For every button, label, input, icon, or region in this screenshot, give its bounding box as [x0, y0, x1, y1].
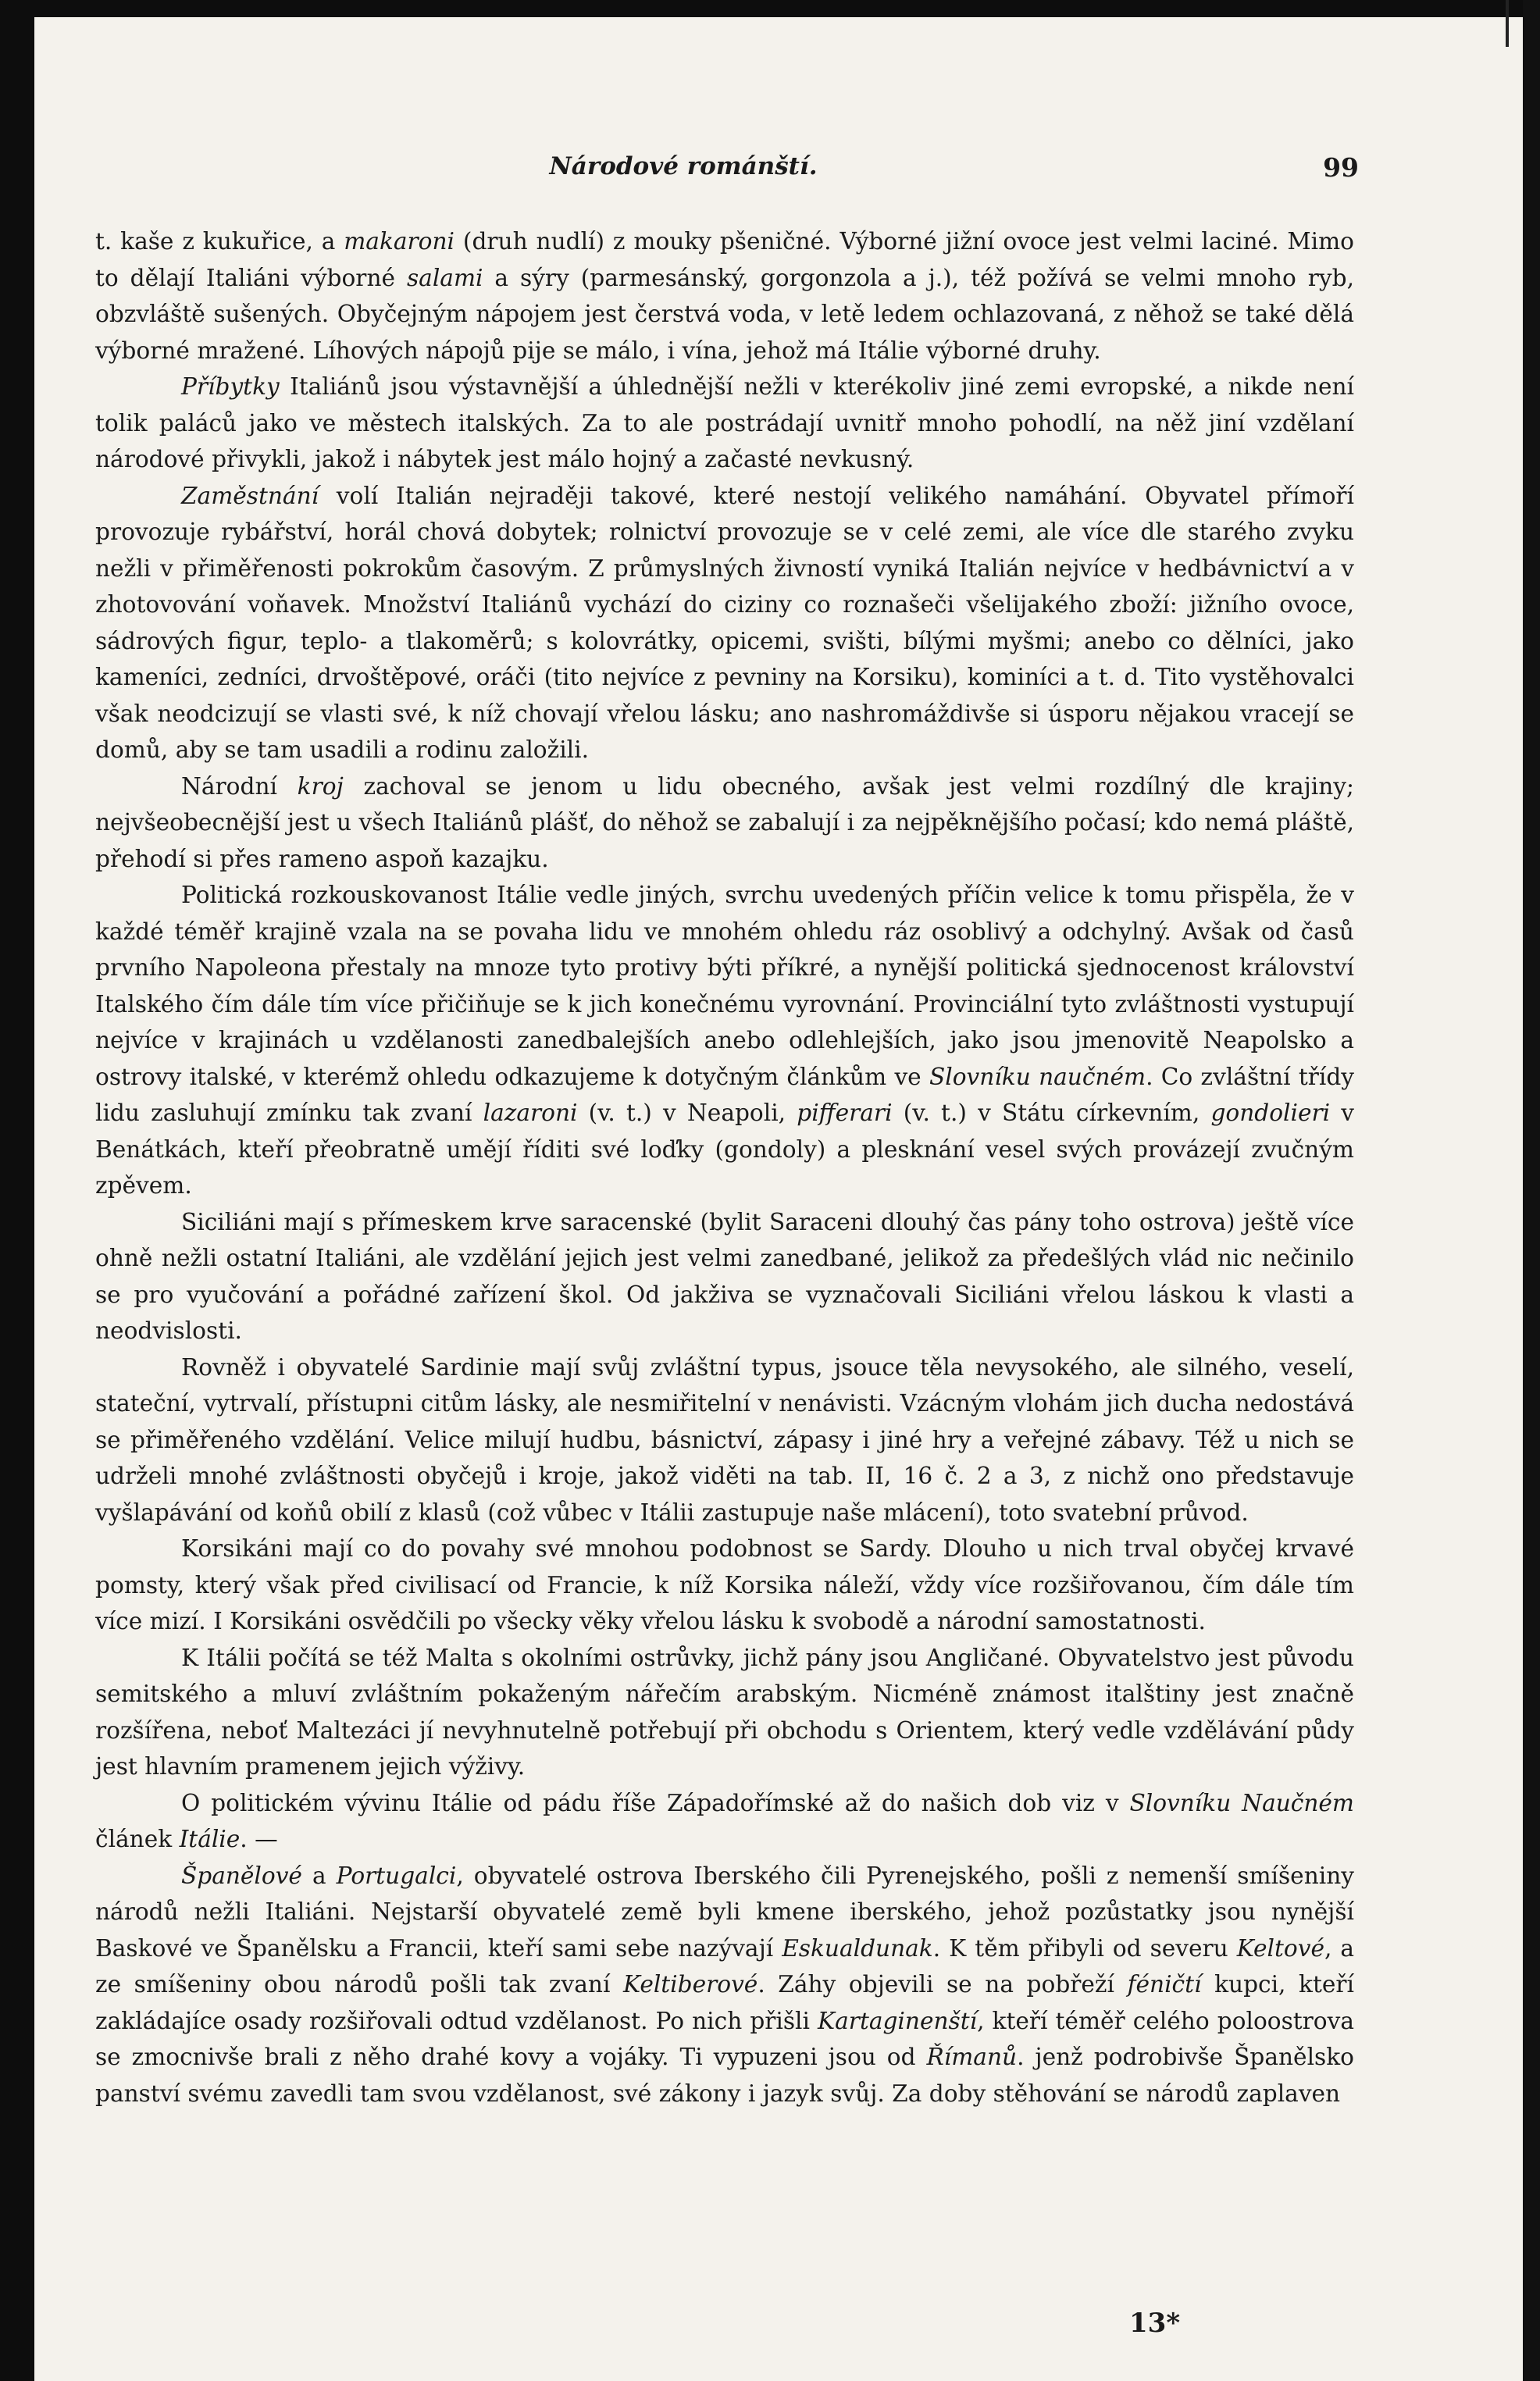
paragraph-p10: [95, 1785, 1354, 1858]
text-run: a sýry (parmesánský, gorgonzola a j.), též požívá se velmi mnoho ryb, obzvláště sušených. Obyčejným nápojem jest čerstvá voda, v letě ledem ochlazovaná, z něhož se také dělá výborné mražené. Líhových nápojů pije se málo, i vína, jehož má Itálie výborné druhy.: [95, 264, 1354, 364]
running-title: Národové románští.: [549, 152, 818, 180]
text-run: Italiánů jsou výstavnější a úhlednější nežli v kterékoliv jiné zemi evropské, a nikde není tolik paláců jako ve městech italských. Za to ale postrádají uvnitř mnoho pohodlí, na něž jiní vzdělaní národové přivykli, jakož i nábytek jest málo hojný a začasté nevkusný.: [95, 373, 1354, 472]
italic-term: kroj: [297, 772, 344, 800]
text-run: (v. t.) v Neapoli,: [577, 1100, 797, 1126]
text-run: t. kaše z kukuřice, a: [95, 228, 344, 255]
italic-term: Zaměstnání: [181, 482, 319, 509]
italic-term: Slovníku naučném: [929, 1063, 1146, 1090]
text-run: v Benátkách, kteří přeobratně umějí říditi své loďky (gondoly) a plesknání vesel svých provázejí zvučným zpěvem.: [95, 1100, 1354, 1199]
text-run: Politická rozkouskovanost Itálie vedle jiných, svrchu uvedených příčin velice k tomu přispěla, že v každé téměř krajině vzala na se povaha lidu ve mnohém ohledu ráz osoblivý a odchylný. Avšak od časů prvního Napoleona přestaly na mnoze tyto protivy býti příkré, a nynější politická sjednocenost království Italského čím dále tím více přičiňuje se k jich konečnému vyrovnání. Provinciální tyto zvláštnosti vystupují nejvíce v krajinách u vzdělanosti zanedbalejších anebo odlehlejších, jako jsou jmenovitě Neapolsko a ostrovy italské, v kterémž ohledu odkazujeme k dotyčným článkům ve: [95, 882, 1354, 1090]
signature-mark: 13*: [1129, 2308, 1181, 2339]
text-run: , a ze smíšeniny obou národů pošli tak zvaní: [95, 1934, 1354, 1998]
text-run: a: [301, 1862, 337, 1889]
text-run: Siciliáni mají s přímeskem krve saracenské (bylit Saraceni dlouhý čas pány toho ostrova) ještě více ohně nežli ostatní Italiáni, ale vzdělání jejich jest velmi zanedbané, jelikož za předešlých vlád nic nečinilo se pro vyučování a pořádné zařízení škol. Od jakživa se vyznačovali Siciliáni vřelou láskou k vlasti a neodvislosti.: [95, 1208, 1354, 1344]
text-run: zachoval se jenom u lidu obecného, avšak jest velmi rozdílný dle krajiny; nejvšeobecnější jest u všech Italiánů plášť, do něhož se zabalují i za nejpěknějšího počasí; kdo nemá pláště, přehodí si přes rameno aspoň kazajku.: [95, 772, 1354, 872]
italic-term: Keltiberové: [623, 1971, 758, 1998]
paragraph-p5: [95, 877, 1354, 1204]
paragraph-p8: [95, 1531, 1354, 1640]
text-run: Korsikáni mají co do povahy své mnohou podobnost se Sardy. Dlouho u nich trval obyčej krvavé pomsty, který však před civilisací od Francie, k níž Korsika náleží, vždy více rozšiřovanou, čím dále tím více mizí. I Korsikáni osvědčili po všecky věky vřelou lásku k svobodě a národní samostatnosti.: [95, 1535, 1354, 1634]
paragraph-p6: [95, 1204, 1354, 1349]
paragraph-p1: [95, 223, 1354, 369]
italic-term: Římanů: [926, 2044, 1018, 2070]
scan-right-edge: [1523, 0, 1540, 2381]
italic-term: Kartaginenští: [818, 2007, 978, 2034]
body-text: [95, 223, 1354, 2112]
paragraph-p9: [95, 1640, 1354, 1785]
text-run: . Záhy objevili se na pobřeží: [758, 1971, 1128, 1998]
italic-term: gondolieri: [1210, 1100, 1331, 1126]
italic-term: Příbytky: [181, 373, 280, 400]
italic-term: Španělové: [181, 1862, 302, 1889]
italic-term: salami: [407, 264, 483, 291]
paragraph-p4: [95, 768, 1354, 878]
text-run: , kteří téměř celého poloostrova se zmocnivše brali z něho drahé kovy a vojáky. Ti vypuzeni jsou od: [95, 2007, 1354, 2070]
text-run: článek: [95, 1826, 180, 1852]
italic-term: féničtí: [1127, 1971, 1202, 1998]
text-run: kupci, kteří zakládajíce osady rozšiřovali odtud vzdělanost. Po nich přišli: [95, 1971, 1354, 2034]
paragraph-p7: [95, 1349, 1354, 1531]
text-run: (druh nudlí) z mouky pšeničné. Výborné jižní ovoce jest velmi laciné. Mimo to dělají Italiáni výborné: [95, 228, 1354, 291]
italic-term: makaroni: [344, 228, 455, 255]
italic-term: Keltové: [1236, 1934, 1324, 1962]
italic-term: Eskualdunak: [782, 1934, 933, 1962]
text-run: O politickém vývinu Itálie od pádu říše Západořímské až do našich dob viz v: [181, 1789, 1130, 1816]
text-run: Rovněž i obyvatelé Sardinie mají svůj zvláštní typus, jsouce těla nevysokého, ale silného, veselí, stateční, vytrvalí, přístupni citům lásky, ale nesmiřitelní v nenávisti. Vzácným vlohám jich ducha nedostává se přiměřeného vzdělání. Velice milují hudbu, básnictví, zápasy i jiné hry a veřejné zábavy. Též u nich se udrželi mnohé zvláštnosti obyčejů i kroje, jakož viděti na tab. II, 16 č. 2 a 3, z nichž ono představuje vyšlapávání od koňů obilí z klasů (což vůbec v Itálii zastupuje naše mlácení), toto svatební průvod.: [95, 1353, 1354, 1526]
text-run: . Co zvláštní třídy lidu zasluhují zmínku tak zvaní: [95, 1063, 1355, 1126]
text-run: . jenž podrobivše Španělsko panství svému zavedli tam svou vzdělanost, své zákony i jazyk svůj. Za doby stěhování se národů zaplaven: [95, 2044, 1354, 2107]
text-run: K Itálii počítá se též Malta s okolními ostrůvky, jichž pány jsou Angličané. Obyvatelstvo jest původu semitského a mluví zvláštním pokaženým nářečím arabským. Nicméně známost italštiny jest značně rozšířena, neboť Maltezáci jí nevyhnutelně potřebují při obchodu s Orientem, který vedle vzdělávání půdy jest hlavním pramenem jejich výživy.: [95, 1644, 1354, 1780]
text-run: Národní: [181, 772, 298, 800]
text-run: volí Italián nejraději takové, které nestojí velikého namáhání. Obyvatel přímoří provozuje rybářství, horál chová dobytek; rolnictví provozuje se v celé zemi, ale více dle starého zvyku nežli v přiměřenosti pokrokům časovým. Z průmyslných živností vyniká Italián nejvíce v hedbávnictví a v zhotovování voňavek. Množství Italiánů vychází do ciziny co roznašeči všelijakého zboží: jižního ovoce, sádrových figur, teplo- a tlakoměrů; s kolovrátky, opicemi, svišti, bílými myšmi; anebo co dělníci, jako kameníci, zedníci, drvoštěpové, oráči (tito nejvíce z pevniny na Korsiku), kominíci a t. d. Tito vystěhovalci však neodcizují se vlasti své, k níž chovají vřelou lásku; ano nashromáždivše si úsporu nějakou vracejí se domů, aby se tam usadili a rodinu založili.: [95, 482, 1354, 763]
text-run: , obyvatelé ostrova Iberského čili Pyrenejského, pošli z nemenší smíšeniny národů nežli Italiáni. Nejstarší obyvatelé země byli kmene iberského, jehož pozůstatky jsou nynější Baskové ve Španělsku a Francii, kteří sami sebe nazývají: [95, 1862, 1354, 1962]
scan-top-edge: [0, 0, 1540, 17]
italic-term: pifferari: [797, 1100, 893, 1126]
italic-term: Slovníku Naučném: [1129, 1789, 1354, 1816]
italic-term: Itálie: [179, 1826, 241, 1852]
italic-term: Portugalci: [336, 1862, 457, 1889]
page-number: 99: [1323, 152, 1359, 183]
paragraph-p3: [95, 478, 1354, 768]
text-run: . —: [240, 1826, 278, 1852]
paragraph-p11: [95, 1858, 1354, 2112]
text-run: . K těm přibyli od severu: [932, 1934, 1237, 1962]
text-run: (v. t.) v Státu církevním,: [892, 1100, 1211, 1126]
italic-term: lazaroni: [483, 1100, 578, 1126]
paragraph-p2: [95, 369, 1354, 478]
page-header: [94, 152, 1359, 191]
scan-edge-mark: [1506, 0, 1509, 47]
scan-left-edge: [0, 0, 34, 2381]
